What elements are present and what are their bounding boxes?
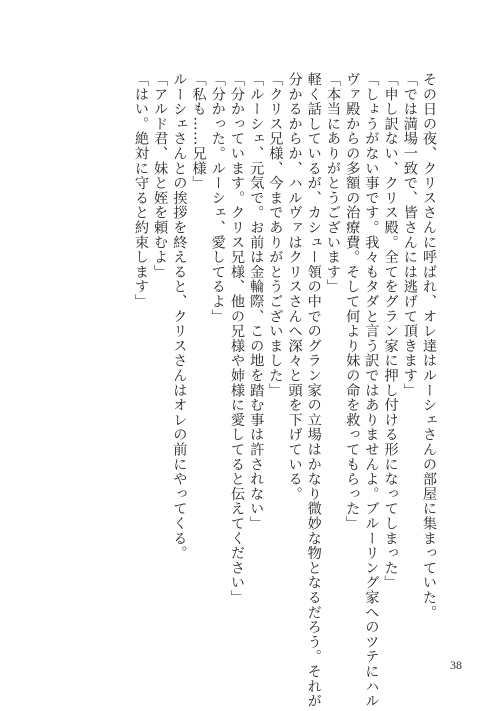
- text-line: 「クリス兄様、今までありがとうございました」: [267, 72, 284, 398]
- text-line: ルーシェさんとの挨拶を終えると、クリスさんはオレの前にやってくる。: [171, 72, 188, 561]
- text-line: 「申し訳ない、クリス殿。全てをグラン家に押し付ける形になってしまった」: [382, 72, 399, 590]
- text-line: 軽く話しているが、カシュー領の中でのグラン家の立場はかなり微妙な物となるだろう。それが: [305, 72, 322, 709]
- vertical-text-body: [58, 72, 438, 709]
- text-line: 「はい。絶対に守ると約束します」: [132, 72, 149, 309]
- text-line: その日の夜、クリスさんに呼ばれ、オレ達はルーシェさんの部屋に集まっていた。: [421, 72, 437, 620]
- text-line: 「ルーシェ、元気で。お前は金輪際、この地を踏む事は許されない」: [248, 72, 265, 531]
- text-line: 「しょうがない事です。我々もタダと言う訳ではありませんよ。ブルーリング家へのツテにハル: [363, 72, 380, 709]
- text-line: 「分かった。ルーシェ、愛してるよ」: [209, 72, 226, 324]
- text-line: ヴァ殿からの多額の治療費。そして何より妹の命を救ってもらった」: [344, 72, 361, 531]
- text-line: 分かるからか、ハルヴァはクリスさんへ深々と頭を下げている。: [286, 72, 303, 502]
- page-number: 38: [450, 658, 462, 672]
- text-line: 「アルド君、妹と姪を頼むよ」: [152, 72, 169, 280]
- text-line: 「分かっています。クリス兄様、他の兄様や姉様に愛してると伝えてください」: [228, 72, 245, 605]
- text-line: 「本当にありがとうございます」: [324, 72, 341, 294]
- text-line: 「私も……兄様」: [190, 72, 207, 191]
- text-line: 「では満場一致で、皆さんには逃げて頂きます」: [401, 72, 418, 398]
